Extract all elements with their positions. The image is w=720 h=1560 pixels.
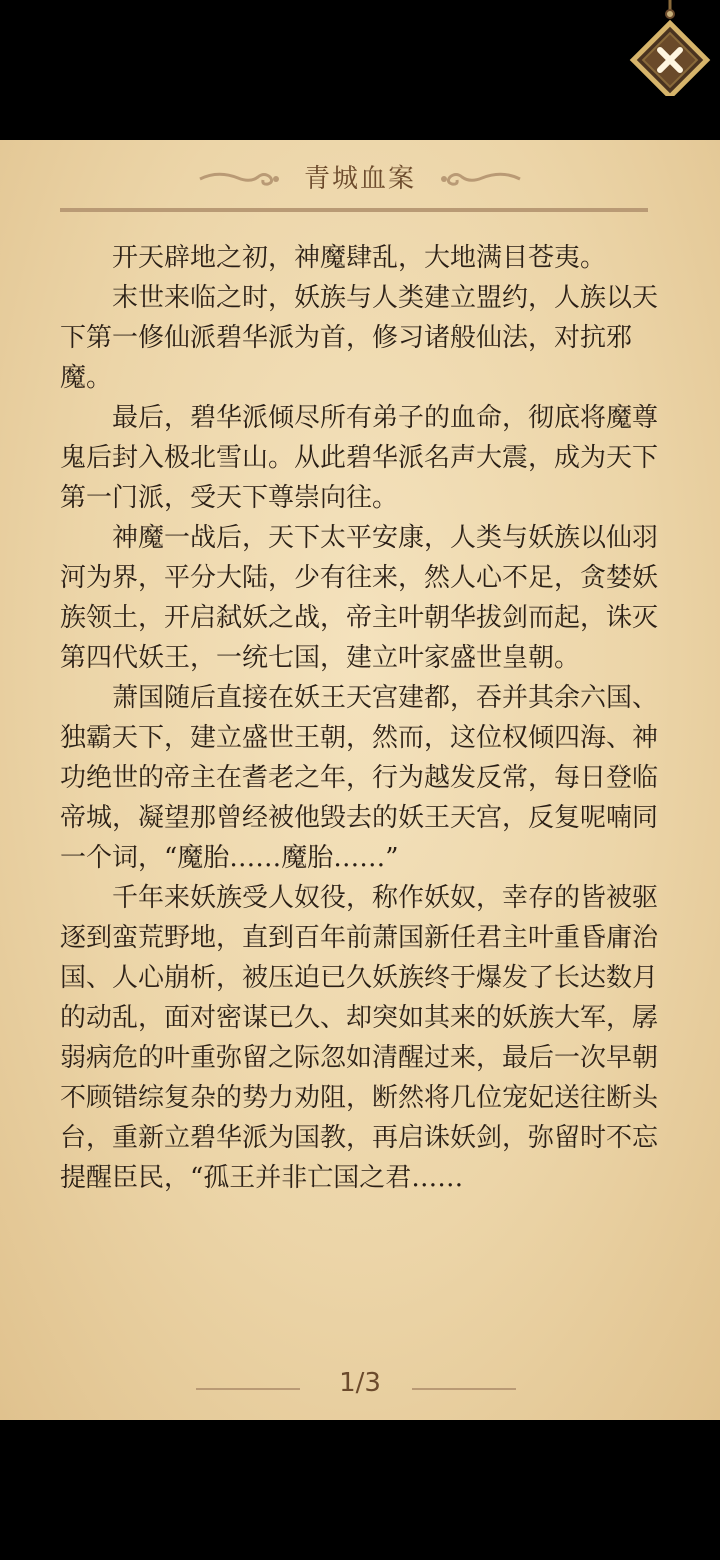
page-title: 青城血案 [303,164,416,194]
paragraph: 神魔一战后，天下太平安康，人类与妖族以仙羽河为界，平分大陆，少有往来，然人心不足，贪婪妖族领土，开启弑妖之战，帝主叶朝华拔剑而起，诛灭第四代妖王，一统七国，建立叶家盛世皇朝。 [60,523,659,673]
paragraph: 萧国随后直接在妖王天宫建都，吞并其余六国、独霸天下，建立盛世王朝，然而，这位权倾四海、神功绝世的帝主在耆老之年，行为越发反常，每日登临帝城，凝望那曾经被他毁去的妖王天宫，反复呢喃同一个词，“魔胎……魔胎……” [60,683,659,873]
panel-header [0,140,720,218]
story-panel [0,140,720,1420]
close-icon [633,0,707,96]
paragraph: 开天辟地之初，神魔肆乱，大地满目苍夷。 [112,243,607,273]
pager-divider-right [412,1388,516,1390]
close-button[interactable] [622,0,718,96]
paragraph: 千年来妖族受人奴役，称作妖奴，幸存的皆被驱逐到蛮荒野地，直到百年前萧国新任君主叶重昏庸治国、人心崩析，被压迫已久妖族终于爆发了长达数月的动乱，面对密谋已久、却突如其来的妖族大军，孱弱病危的叶重弥留之际忽如清醒过来，最后一次早朝不顾错综复杂的势力劝阻，断然将几位宠妃送往断头台，重新立碧华派为国教，再启诛妖剑，弥留时不忘提醒臣民，“孤王并非亡国之君…… [60,883,659,1193]
right-ornament-icon [438,168,522,190]
header-divider [60,208,648,212]
paragraph: 最后，碧华派倾尽所有弟子的血命，彻底将魔尊鬼后封入极北雪山。从此碧华派名声大震，成为天下第一门派，受天下尊崇向往。 [60,403,659,513]
paragraph: 末世来临之时，妖族与人类建立盟约，人族以天下第一修仙派碧华派为首，修习诸般仙法，对抗邪魔。 [60,283,659,393]
page-number: 1/3 [339,1368,381,1398]
story-text [60,238,660,1198]
page-indicator [0,1368,720,1408]
